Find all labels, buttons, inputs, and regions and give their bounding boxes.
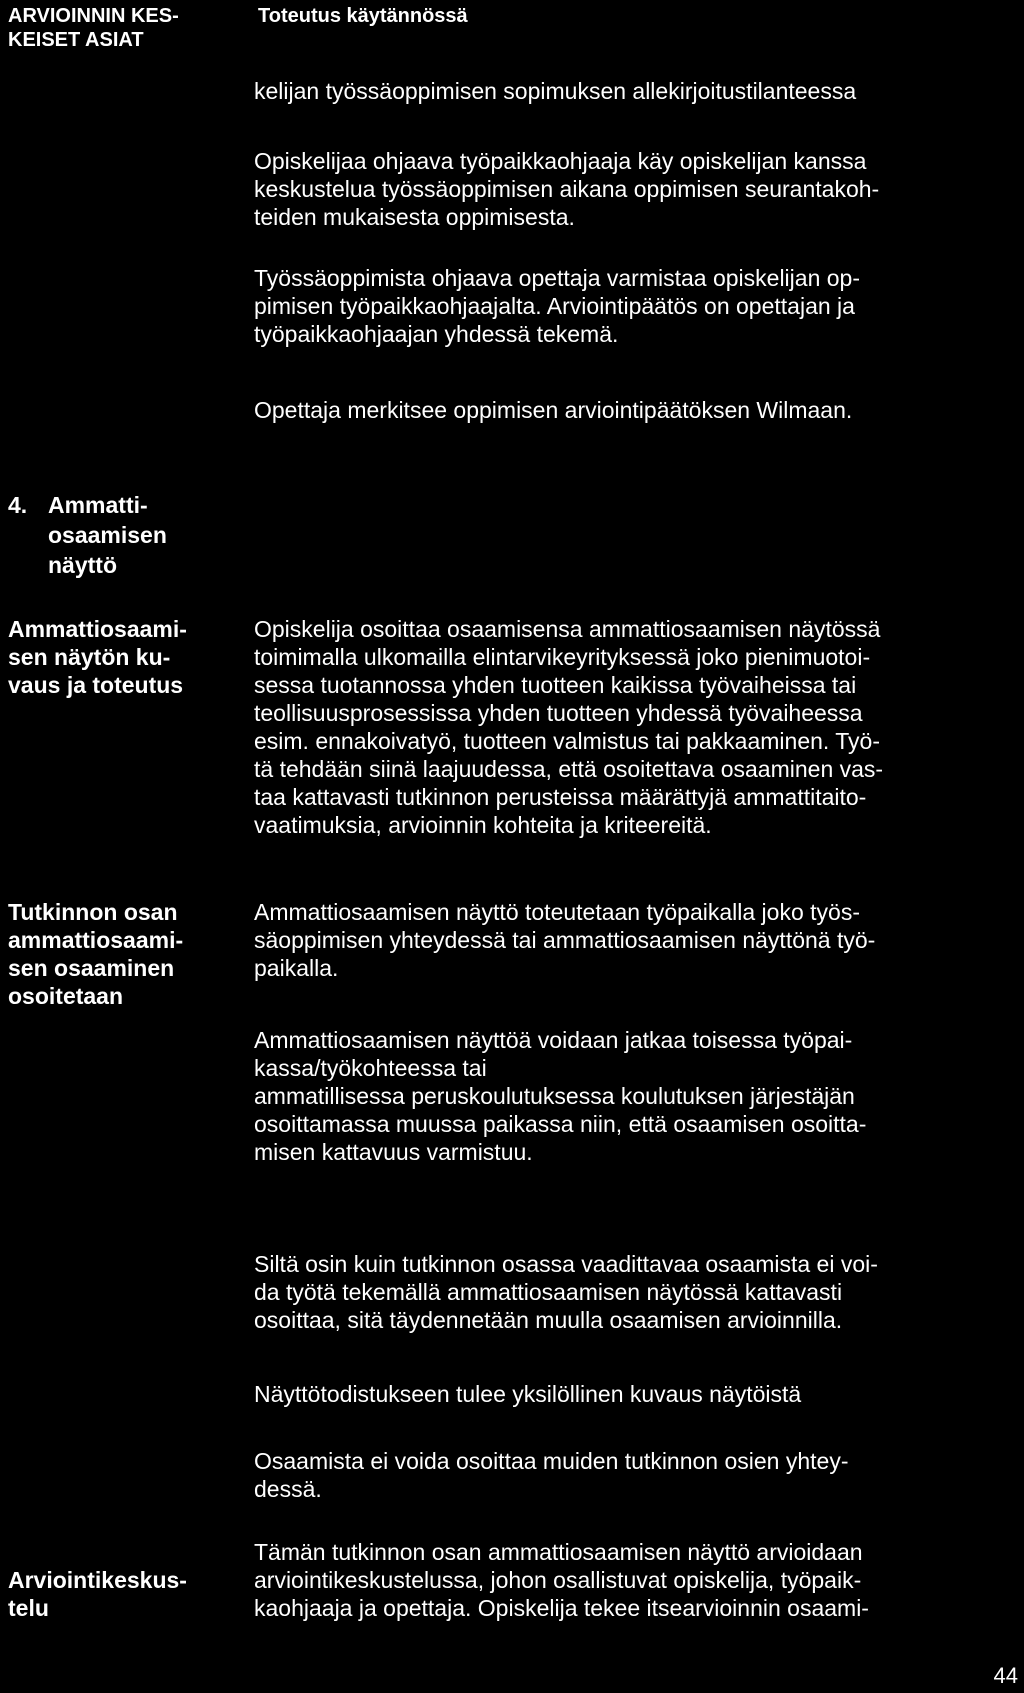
paragraph-workplace-supervisor bbox=[254, 147, 1024, 231]
text-line: säoppimisen yhteydessä tai ammattiosaamisen näyttönä työ- bbox=[254, 927, 876, 953]
text-line: misen kattavuus varmistuu. bbox=[254, 1139, 533, 1165]
label-line: telu bbox=[8, 1595, 49, 1621]
text-line: Opettaja merkitsee oppimisen arviointipäätöksen Wilmaan. bbox=[254, 397, 853, 423]
label-line: Ammattiosaami- bbox=[8, 616, 187, 642]
title-line: osaamisen bbox=[48, 522, 167, 548]
text-line: ammatillisessa peruskoulutuksessa koulutuksen järjestäjän bbox=[254, 1083, 855, 1109]
text-line: Tämän tutkinnon osan ammattiosaamisen näyttö arvioidaan bbox=[254, 1539, 863, 1565]
text-line: arviointikeskustelussa, johon osallistuvat opiskelija, työpaik- bbox=[254, 1567, 862, 1593]
text-line: Opiskelijaa ohjaava työpaikkaohjaaja käy opiskelijan kanssa bbox=[254, 148, 867, 174]
label-line: osoitetaan bbox=[8, 983, 124, 1009]
page-number: 44 bbox=[993, 1663, 1018, 1688]
text-line: teollisuusprosessissa yhden tuotteen yhdessä työvaiheessa bbox=[254, 700, 863, 726]
title-line: Ammatti- bbox=[48, 492, 148, 518]
label-line: Tutkinnon osan bbox=[8, 899, 178, 925]
paragraph-certificate bbox=[254, 1380, 1024, 1408]
text-line: Siltä osin kuin tutkinnon osassa vaadittavaa osaamista ei voi- bbox=[254, 1251, 878, 1277]
column-header-assessment-line2: KEISET ASIAT bbox=[8, 29, 144, 51]
text-line: Ammattiosaamisen näyttö toteutetaan työpaikalla joko työs- bbox=[254, 899, 860, 925]
text-line: Ammattiosaamisen näyttöä voidaan jatkaa toisessa työpai- bbox=[254, 1027, 853, 1053]
title-line: näyttö bbox=[48, 552, 117, 578]
text-line: keskustelua työssäoppimisen aikana oppimisen seurantakoh- bbox=[254, 176, 880, 202]
paragraph-signing bbox=[254, 77, 1024, 105]
row-label-assessment-discussion bbox=[8, 1566, 238, 1622]
text-line: sessa tuotannossa yhden tuotteen kaikissa työvaiheissa tai bbox=[254, 672, 857, 698]
text-line: kaohjaaja ja opettaja. Opiskelija tekee itsearvioinnin osaami- bbox=[254, 1595, 869, 1621]
section-number: 4. bbox=[8, 492, 28, 518]
text-line: taa kattavasti tutkinnon perusteissa määrättyjä ammattitaito- bbox=[254, 784, 867, 810]
paragraph-teacher-verifies bbox=[254, 264, 1024, 348]
text-line: vaatimuksia, arvioinnin kohteita ja kriteereitä. bbox=[254, 812, 712, 838]
row-label-demonstration-description bbox=[8, 615, 238, 699]
text-line: osoittaa, sitä täydennetään muulla osaamisen arvioinnilla. bbox=[254, 1307, 843, 1333]
text-line: tä tehdään siinä laajuudessa, että osoitettava osaaminen vas- bbox=[254, 756, 884, 782]
column-header-implementation: Toteutus käytännössä bbox=[258, 5, 468, 27]
text-line: toimimalla ulkomailla elintarvikeyrityksessä joko pienimuotoi- bbox=[254, 644, 871, 670]
text-line: työpaikkaohjaajan yhdessä tekemä. bbox=[254, 321, 619, 347]
paragraph-workplace-demonstration bbox=[254, 898, 1024, 982]
row-label-competence-shown bbox=[8, 898, 238, 1010]
label-line: vaus ja toteutus bbox=[8, 672, 184, 698]
label-line: sen osaaminen bbox=[8, 955, 175, 981]
paragraph-supplementary-assessment bbox=[254, 1250, 1024, 1334]
paragraph-other-modules bbox=[254, 1447, 1024, 1503]
paragraph-assessment-discussion bbox=[254, 1538, 1024, 1622]
text-line: pimisen työpaikkaohjaajalta. Arviointipäätös on opettajan ja bbox=[254, 293, 855, 319]
text-line: Opiskelija osoittaa osaamisensa ammattiosaamisen näytössä bbox=[254, 616, 881, 642]
text-line: kelijan työssäoppimisen sopimuksen allekirjoitustilanteessa bbox=[254, 78, 857, 104]
text-line: da työtä tekemällä ammattiosaamisen näytössä kattavasti bbox=[254, 1279, 843, 1305]
label-line: Arviointikeskus- bbox=[8, 1567, 187, 1593]
label-line: ammattiosaami- bbox=[8, 927, 184, 953]
column-header-assessment bbox=[8, 4, 248, 52]
text-line: esim. ennakoivatyö, tuotteen valmistus tai pakkaaminen. Työ- bbox=[254, 728, 881, 754]
text-line: dessä. bbox=[254, 1476, 322, 1502]
text-line: Osaamista ei voida osoittaa muiden tutkinnon osien yhtey- bbox=[254, 1448, 849, 1474]
text-line: teiden mukaisesta oppimisesta. bbox=[254, 204, 575, 230]
text-line: paikalla. bbox=[254, 955, 339, 981]
text-line: osoittamassa muussa paikassa niin, että osaamisen osoitta- bbox=[254, 1111, 867, 1137]
column-header-assessment-line1: ARVIOINNIN KES- bbox=[8, 5, 179, 27]
paragraph-demonstration-description bbox=[254, 615, 1024, 839]
section-title-text bbox=[48, 490, 167, 580]
section-title bbox=[8, 490, 167, 580]
label-line: sen näytön ku- bbox=[8, 644, 171, 670]
text-line: kassa/työkohteessa tai bbox=[254, 1055, 487, 1081]
paragraph-wilma bbox=[254, 396, 1024, 424]
text-line: Näyttötodistukseen tulee yksilöllinen kuvaus näytöistä bbox=[254, 1381, 802, 1407]
text-line: Työssäoppimista ohjaava opettaja varmistaa opiskelijan op- bbox=[254, 265, 860, 291]
paragraph-demonstration-continued bbox=[254, 1026, 1024, 1166]
